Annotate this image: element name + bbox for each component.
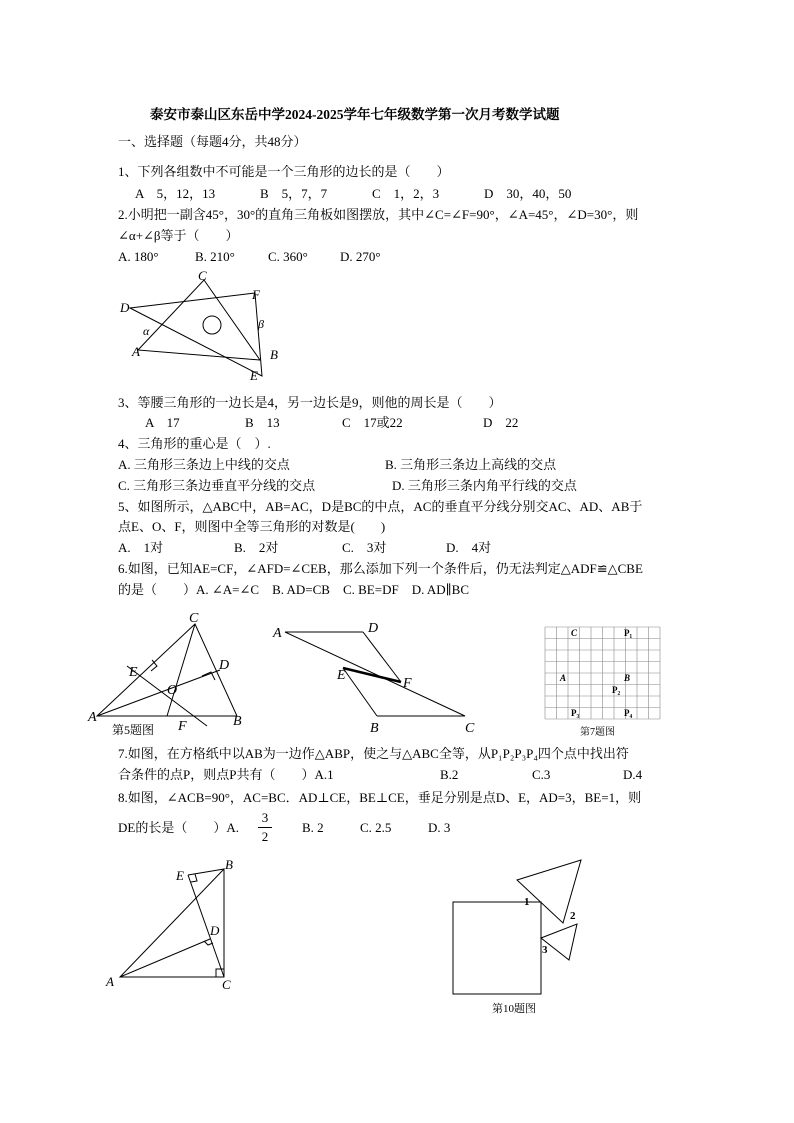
fig5-caption: 第5题图 [112,723,155,737]
fig5-label-b: B [233,714,242,729]
q2-stem-line1: 2.小明把一副含45°，30°的直角三角板如图摆放，其中∠C=∠F=90°，∠A=45°，∠D=30°，则 [118,207,639,222]
q5-option-c: C. 3对 [342,540,387,555]
q7-stem-line2: 合条件的点P，则点P共有（ ）A.1 [118,767,334,782]
q3-stem: 3、等腰三角形的一边长是4，另一边长是9，则他的周长是（ ） [118,395,502,410]
q6-stem-line1: 6.如图，已知AE=CF，∠AFD=∠CEB，那么添加下列一个条件后，仍无法判定△ADF≌△CBE [118,561,643,576]
q7-option-b: B.2 [440,767,459,782]
fig7-label-p4: P₄ [624,708,633,718]
fig5-label-d: D [219,658,230,673]
fig8-label-c: C [222,977,231,992]
q2-option-b: B. 210° [195,249,235,264]
page-title: 泰安市泰山区东岳中学2024-2025学年七年级数学第一次月考数学试题 [150,107,560,122]
fig5-label-c: C [189,611,199,626]
q8-stem-line1: 8.如图，∠ACB=90°，AC=BC．AD⊥CE，BE⊥CE，垂足分别是点D、E，AD=3，BE=1，则 [118,790,642,805]
q4-option-d: D. 三角形三条内角平行线的交点 [392,478,577,493]
fig10-caption: 第10题图 [492,1003,536,1015]
fig7-label-p2: P₂ [612,685,621,695]
q2-label-f: F [252,287,260,302]
q2-label-a: A [132,344,140,359]
q2-label-beta: β [258,317,264,331]
q5-stem-line1: 5、如图所示，△ABC中，AB=AC，D是BC的中点，AC的垂直平分线分别交AC、AD、AB于 [118,499,643,514]
q4-option-a: A. 三角形三条边上中线的交点 [118,457,290,472]
q7-option-d: D.4 [623,767,643,782]
figure-10 [445,855,590,1020]
q2-label-alpha: α [143,324,150,338]
fig5-label-o: O [167,683,178,698]
fraction-denominator: 2 [261,829,269,844]
fig8-label-a: A [106,974,114,989]
figure-5 [85,608,260,738]
q2-stem-line2: ∠α+∠β等于（ ） [118,228,239,243]
fig7-label-a: A [560,673,567,683]
fig8-label-b: B [225,857,233,872]
fig10-label-3: 3 [542,944,548,956]
q5-option-d: D. 4对 [446,540,492,555]
q2-label-e: E [250,368,258,383]
q1-option-c: C 1，2，3 [372,186,440,201]
q1-stem: 1、下列各组数中不可能是一个三角形的边长的是（ ） [118,164,450,179]
fraction-bar [258,827,272,828]
fig6-label-a: A [273,626,282,641]
fig6-label-f: F [403,676,412,691]
q8-option-c: C. 2.5 [360,820,392,835]
q2-label-b: B [270,347,278,362]
q1-option-a: A 5，12，13 [135,186,216,201]
q1-option-b: B 5，7，7 [260,186,328,201]
fig8-label-d: D [210,923,220,938]
fig7-label-b: B [624,673,631,683]
section-heading: 一、选择题（每题4分，共48分） [118,134,307,149]
q5-option-a: A. 1对 [118,540,164,555]
fig5-label-e: E [129,665,138,680]
q4-option-c: C. 三角形三条边垂直平分线的交点 [118,478,316,493]
q2-label-c: C [198,268,207,283]
q3-option-c: C 17或22 [342,415,403,430]
q3-option-b: B 13 [245,415,280,430]
fig10-label-1: 1 [524,896,530,908]
fig5-label-f: F [178,719,187,734]
fig8-label-e: E [176,868,184,883]
q4-stem: 4、三角形的重心是（ ）. [118,436,271,451]
figure-8 [100,855,245,995]
figure-7-grid [540,622,670,737]
fraction-numerator: 3 [261,810,269,825]
fig7-caption: 第7题图 [580,727,615,737]
q8-option-b: B. 2 [302,820,324,835]
q4-option-b: B. 三角形三条边上高线的交点 [385,457,557,472]
q7-stem-line1: 7.如图，在方格纸中以AB为一边作△ABP，使之与△ABC全等，从P₁P₂P₃P₄四个点中找出符 [118,746,629,761]
q2-figure [110,268,300,386]
fig7-label-p1: P₁ [624,628,633,638]
q2-option-c: C. 360° [268,249,308,264]
fig6-label-c: C [465,721,475,734]
q7-option-c: C.3 [532,767,551,782]
q8-option-a-fraction [258,810,272,845]
q2-option-a: A. 180° [118,249,159,264]
q6-stem-line2: 的是（ ）A. ∠A=∠C B. AD=CB C. BE=DF D. AD∥BC [118,582,469,597]
fig10-label-2: 2 [570,910,576,922]
q2-option-d: D. 270° [340,249,381,264]
fig5-label-a: A [88,710,97,725]
q3-option-a: A 17 [145,415,180,430]
q8-option-d: D. 3 [428,820,451,835]
fig7-label-c: C [571,628,578,638]
q5-option-b: B. 2对 [234,540,279,555]
fig6-label-e: E [337,668,346,683]
q3-option-d: D 22 [483,415,519,430]
fig6-label-b: B [370,721,379,734]
q1-option-d: D 30，40，50 [484,186,572,201]
q8-stem-line2: DE的长是（ ）A. [118,820,239,835]
q2-label-d: D [120,300,130,315]
q5-stem-line2: 点E、O、F，则图中全等三角形的对数是( ) [118,519,386,534]
fig6-label-d: D [368,621,379,636]
figure-6 [265,612,480,734]
fig7-label-p3: P₃ [571,708,580,718]
